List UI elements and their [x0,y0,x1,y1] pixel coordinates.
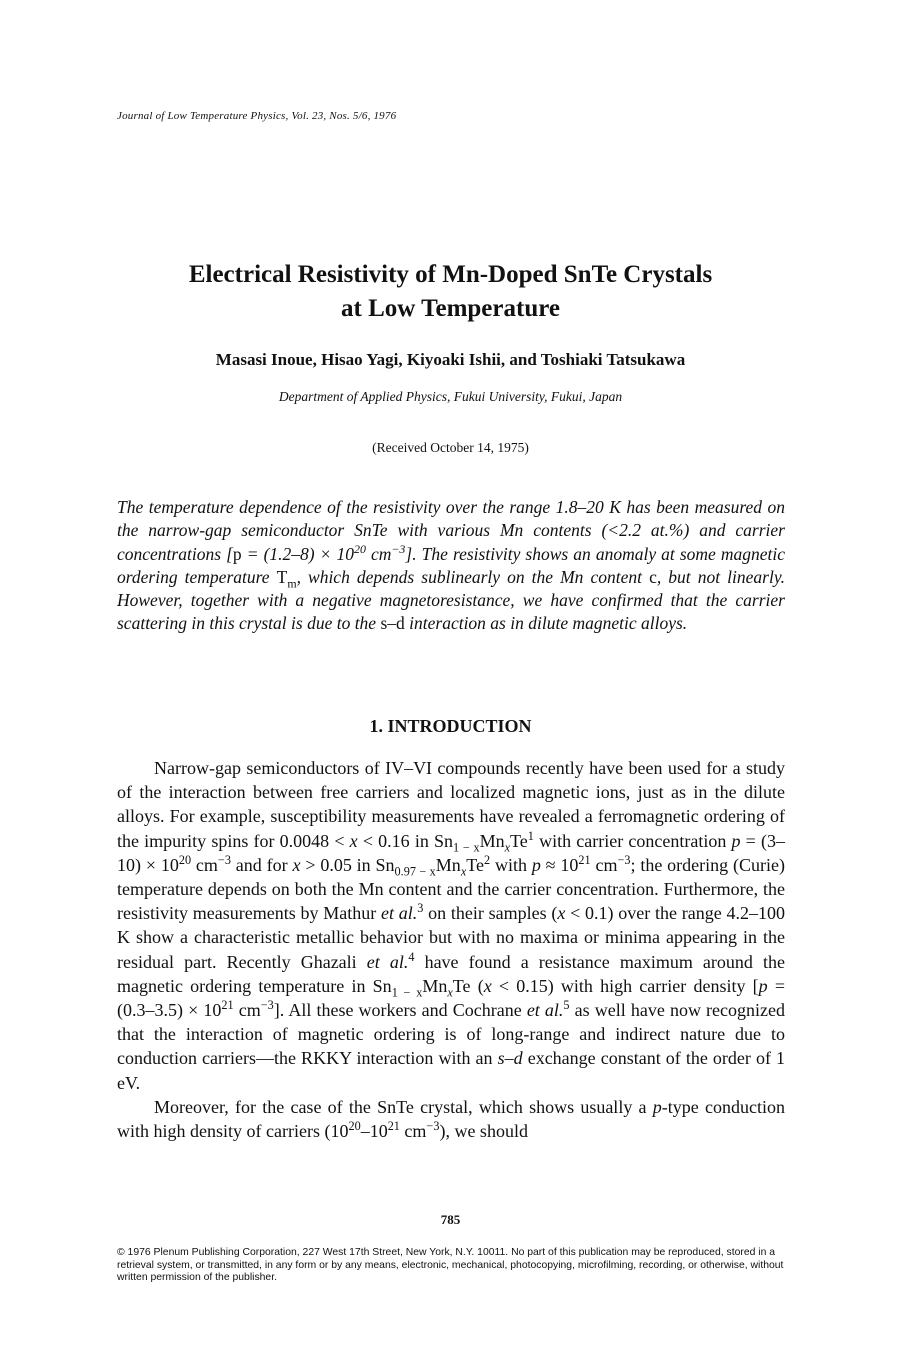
text-run: Mn [479,830,505,851]
paragraph [117,1095,785,1143]
subscript: 1 − x [453,840,480,855]
title-line-1: Electrical Resistivity of Mn-Doped SnTe Crystals [188,261,713,288]
citation-etal: et al. [366,951,409,972]
abstract-text: interaction as in dilute magnetic alloys. [404,613,688,634]
text-run: < 0.16 in Sn [357,830,453,851]
abstract [117,496,785,636]
superscript: 20 [354,541,366,556]
subscript: 0.97 − x [394,864,436,879]
superscript: 21 [387,1119,400,1134]
text-run: < 0.1) over the range 4.2–100 K show a characteristic metallic behavior but with no maxima or minima appearing in the residual part. Recently Ghazali [117,903,785,972]
abstract-text: = (1.2–8) × 10 [241,543,355,564]
math-var: x [460,864,467,879]
text-run: cm [399,1121,427,1142]
affiliation: Department of Applied Physics, Fukui University, Fukui, Japan [278,389,623,404]
paragraph [117,756,785,1095]
subscript: m [287,576,297,591]
reference-mark: 4 [408,949,415,964]
math-var: p [758,975,768,996]
abstract-text: The temperature dependence of the resistivity over the range 1.8–20 K has been measured on the narrow-gap semiconductor SnTe with various Mn contents (<2.2 at.%) and carrier concentrations [ [117,497,785,564]
abstract-symbol: s–d [380,613,405,634]
text-run: > 0.05 in Sn [300,854,395,875]
text-run: < 0.15) with high carrier density [ [491,975,759,996]
abstract-text: , which depends sublinearly on the Mn content [296,566,650,587]
abstract-symbol: T [276,566,288,587]
reference-mark: 3 [417,901,424,916]
text-run: cm [233,1000,261,1021]
math-var: p [531,854,541,875]
superscript: −3 [391,541,406,556]
text-run: cm [191,854,218,875]
abstract-text: cm [365,543,392,564]
citation-etal: et al. [380,903,418,924]
math-var: p [652,1096,662,1117]
superscript: −3 [617,852,631,867]
superscript: −3 [260,998,274,1013]
text-run: Te [466,854,484,875]
math-var: x [557,903,566,924]
math-var: x [349,830,358,851]
math-var: x [483,975,492,996]
abstract-symbol: p [232,543,242,564]
text-run: have found a resistance maximum around the magnetic ordering temperature in Sn [117,951,785,996]
text-run: with carrier concentration [533,830,732,851]
text-run: exchange constant of the order of 1 eV. [117,1048,786,1093]
text-run: Te [510,830,528,851]
abstract-text: ]. The resistivity shows an anomaly at some magnetic ordering temperature [117,543,785,587]
text-run: with [490,854,532,875]
text-run: ( [470,975,484,996]
citation-etal: et al. [526,1000,564,1021]
math-var: x [292,854,301,875]
superscript: 20 [178,852,192,867]
text-run: cm [590,854,618,875]
math-var: p [731,830,741,851]
math-var: x [504,840,511,855]
text-run: as well have now recognized that the interaction of magnetic ordering is of long-range and indirect nature due to conduction carriers—the RKKY interaction with an [117,1000,785,1069]
subscript: 1 − x [391,985,423,1000]
superscript: −3 [217,852,231,867]
reference-mark: 1 [527,828,534,843]
superscript: 21 [221,998,234,1013]
text-run: Mn [435,854,461,875]
reference-mark: 2 [483,852,491,867]
text-run: Te [452,975,471,996]
superscript: −3 [426,1119,440,1134]
title-line-2: at Low Temperature [341,295,560,322]
superscript: 20 [348,1119,361,1134]
text-run: on their samples ( [423,903,558,924]
text-run: and for [230,854,293,875]
text-run: ), we should [439,1121,528,1142]
math-var: x [447,985,453,1000]
journal-citation: Journal of Low Temperature Physics, Vol. 23, Nos. 5/6, 1976 [117,110,397,122]
text-run: Moreover, for the case of the SnTe crystal, which shows usually a [154,1096,653,1117]
text-run: ; the ordering (Curie) temperature depends on both the Mn content and the carrier concentration. Furthermore, the resistivity measurements by Mathur [117,854,785,924]
text-run: ]. All these workers and Cochrane [273,1000,527,1021]
text-run: = (0.3–3.5) × 10 [117,975,785,1021]
received-date: (Received October 14, 1975) [372,440,529,455]
abstract-symbol: c [649,566,657,587]
text-run: Narrow-gap semiconductors of IV–VI compounds recently have been used for a study of the interaction between free carriers and localized magnetic ions, just as in the dilute alloys. For example, susceptibility measurements have revealed a ferromagnetic ordering of the impurity spins for 0.0048 < [117,758,785,851]
author-list: Masasi Inoue, Hisao Yagi, Kiyoaki Ishii, and Toshiaki Tatsukawa [215,350,686,369]
text-run: = (3–10) × 10 [117,830,785,875]
text-run: -type conduction with high density of carriers (10 [117,1096,786,1142]
reference-mark: 5 [563,998,570,1013]
text-run: ≈ 10 [540,854,579,875]
copyright-notice: © 1976 Plenum Publishing Corporation, 227 West 17th Street, New York, N.Y. 10011. No part of this publication may be reproduced, stored in a retrieval system, or transmitted, in any form or by any means, electronic, mechanical, photocopying, microfilming, recording, or otherwise, without written permission of the publisher. [117,1247,784,1284]
abstract-text: , but not linearly. However, together with a negative magnetoresistance, we have confirmed that the carrier scattering in this crystal is due to the [117,566,785,634]
section-heading: 1. INTRODUCTION [369,716,532,736]
body-text [117,756,785,1143]
superscript: 21 [578,852,591,867]
text-run: Mn [422,975,448,996]
math-var: s–d [497,1048,523,1069]
text-run: –10 [360,1121,388,1142]
paper-title [100,258,801,326]
page-number: 785 [440,1212,461,1227]
